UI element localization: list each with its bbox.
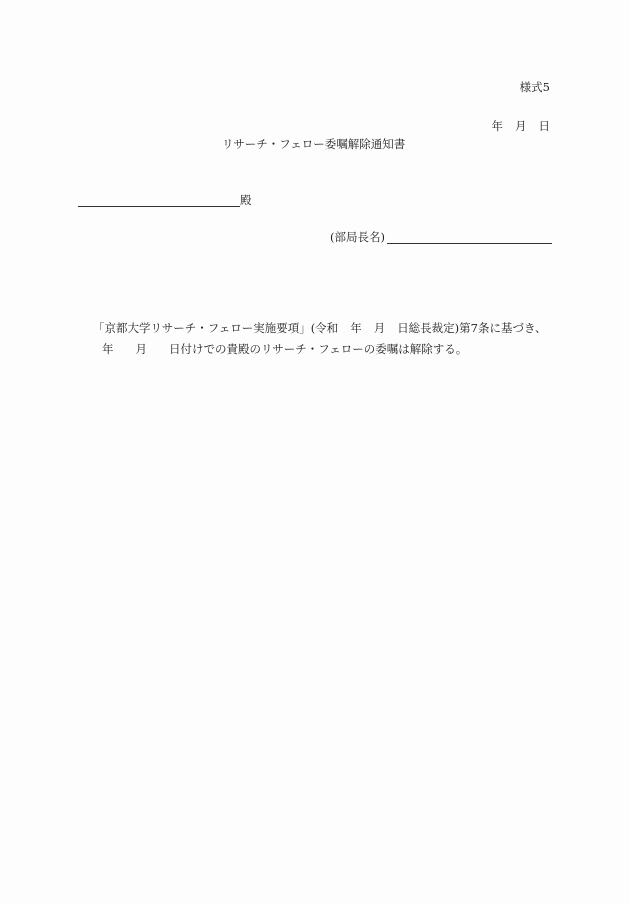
body-line-1 [93,321,547,335]
date-year: 年 [491,119,503,133]
department-head-label: (部局長名) [330,230,385,244]
form-number: 様式5 [519,80,550,94]
body-month: 月 [135,342,147,356]
body-text: 日付けでの貴殿のリサーチ・フェローの委嘱は解除する。 [169,342,468,356]
body-line-2 [102,342,467,356]
body-month: 月 [373,321,386,335]
addressee-suffix: 殿 [240,193,252,207]
department-head-name-blank[interactable] [387,230,552,244]
addressee [78,193,252,207]
body-year: 年 [350,321,362,335]
department-head [330,230,552,244]
addressee-name-blank[interactable] [78,193,240,207]
date-day: 日 [538,119,550,133]
body-text: 日総長裁定)第7条に基づき、 [397,321,547,335]
date-month: 月 [515,119,527,133]
document-title: リサーチ・フェロー委嘱解除通知書 [222,137,406,151]
body-text: 「京都大学リサーチ・フェロー実施要項」(令和 [93,321,339,335]
body-year: 年 [102,342,114,356]
issue-date [492,119,551,133]
